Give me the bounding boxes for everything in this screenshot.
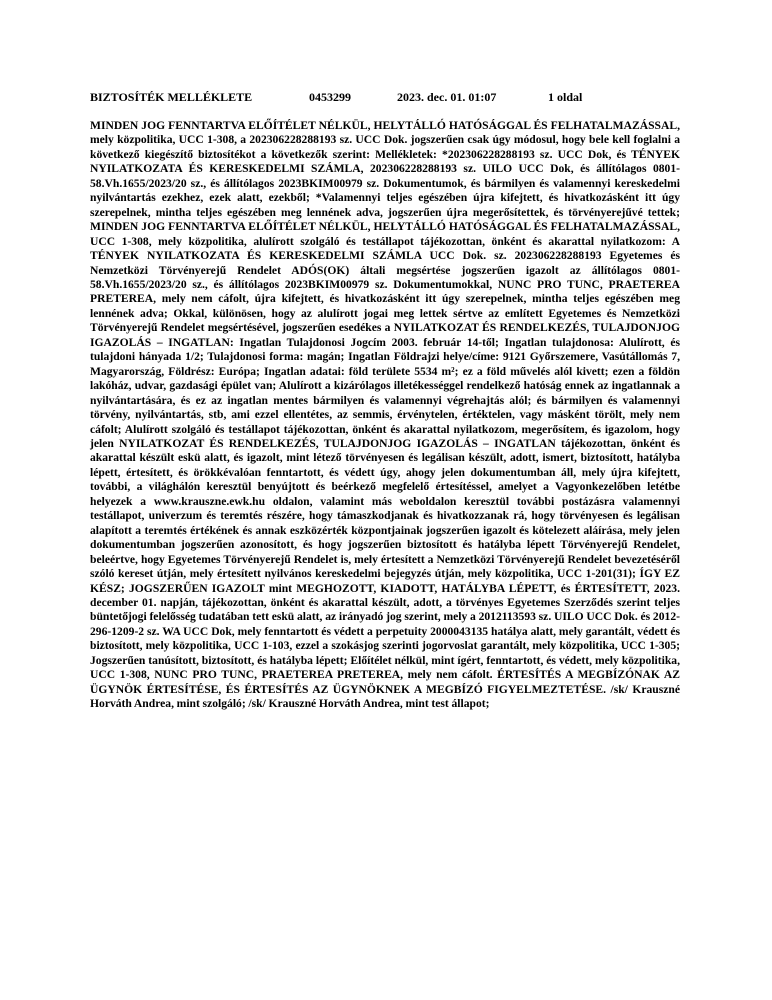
document-title: BIZTOSÍTÉK MELLÉKLETE bbox=[90, 90, 253, 104]
page-count: 1 oldal bbox=[548, 90, 583, 104]
document-body: MINDEN JOG FENNTARTVA ELŐÍTÉLET NÉLKÜL, HELYTÁLLÓ HATÓSÁGGAL ÉS FELHATALMAZÁSSAL, mely közpolitika, UCC 1-308, a 202306228288193 sz. UCC Dok. jogszerűen csak úgy módosul, hogy bele kell foglalni a következő kiegészítő biztosítékot a következők szerint: Mellékletek: *202306228288193 sz. UCC Dok, és TÉNYEK NYILATKOZATA ÉS KERESKEDELMI SZÁMLA, 202306228288193 sz. UILO UCC Dok, és állítólagos 0801-58.Vh.1655/2023/20 sz., és állítólagos 2023BKIM00979 sz. Dokumentumok, és bármilyen és valamennyi kereskedelmi nyilvántartás ezekhez, ezek alatt, ezekből; *Valamennyi teljes egészében újra kifejtett, és hivatkozásként itt úgy szerepelnek, mintha teljes egészében meg lennének adva, jogszerűen újra megerősítettek, és törvényerejűvé tettek; MINDEN JOG FENNTARTVA ELŐÍTÉLET NÉLKÜL, HELYTÁLLÓ HATÓSÁGGAL ÉS FELHATALMAZÁSSAL, UCC 1-308, mely közpolitika, alulírott szolgáló és testállapot tájékozottan, önként és akarattal nyilatkozom: A TÉNYEK NYILATKOZATA ÉS KERESKEDELMI SZÁMLA UCC Dok. sz. 202306228288193 Egyetemes és Nemzetközi Törvényerejű Rendelet ADÓS(OK) általi megsértése jogszerűen igazolt az állítólagos 0801-58.Vh.1655/2023/20 sz., és állítólagos 2023BKIM00979 sz. Dokumentumokkal, NUNC PRO TUNC, PRAETEREA PRETEREA, mely nem cáfolt, újra kifejtett, és hivatkozásként itt úgy szerepelnek, mintha teljes egészében meg lennének adva; Okkal, különösen, hogy az alulírott jogai meg lettek sértve az említett Egyetemes és Nemzetközi Törvényerejű Rendelet megsértésével, jogszerűen esedékes a NYILATKOZAT ÉS RENDELKEZÉS, TULAJDONJOG IGAZOLÁS – INGATLAN: Ingatlan Tulajdonosi Jogcím 2003. február 14-től; Ingatlan tulajdonosa: Alulírott, és tulajdoni hányada 1/2; Tulajdonosi forma: magán; Ingatlan Földrajzi helye/címe: 9121 Győrszemere, Vasútállomás 7, Magyarország, Földrész: Európa; Ingatlan adatai: föld területe 5534 m²; ez a föld művelés alól kivett; ezen a földön lakóház, udvar, gazdasági épület van; Alulírott a kizárólagos illetékességgel rendelkező hatóság ennek az ingatlannak a nyilvántartására, és ez az ingatlan mentes bármilyen és valamennyi végrehajtás alól; és bármilyen és valamennyi törvény, nyilvántartás, stb, ami ezzel ellentétes, az semmis, érvénytelen, értéktelen, vagy másként törölt, mely nem cáfolt; Alulírott szolgáló és testállapot tájékozottan, önként és akarattal nyilatkozom, megerősítem, és igazolom, hogy jelen NYILATKOZAT ÉS RENDELKEZÉS, TULAJDONJOG IGAZOLÁS – INGATLAN tájékozottan, önként és akarattal készült eskü alatt, és igazolt, mint létező törvényesen és legálisan készült, adott, ismert, biztosított, hatályba lépett, értesített, és örökkévalóan fenntartott, és védett úgy, ahogy jelen dokumentumban áll, mely újra kifejtett, további, a világhálón keresztül benyújtott és beérkező megfelelő értesítéssel, amelyet a Vagyonkezelőben letétbe helyezek a www.krauszne.ewk.hu oldalon, valamint más weboldalon keresztül további postázásra valamennyi testállapot, univerzum és teremtés részére, hogy támaszkodjanak és hivatkozzanak rá, hogy törvényesen és legálisan alapított a teremtés értékének és annak eszközérték központjainak jogszerűen igazolt és kötelezett aláírása, mely jelen dokumentumban jogszerűen azonosított, és hogy jogszerűen biztosított és hatályba lépett Törvényerejű Rendelet, beleértve, hogy Egyetemes Törvényerejű Rendelet is, mely értesített a Nemzetközi Törvényerejű Rendelet bevezetéséről szóló kereset útján, mely értesített nyilvános kereskedelmi bejegyzés útján, mely közpolitika, UCC 1-201(31); ÍGY EZ KÉSZ; JOGSZERŰEN IGAZOLT mint MEGHOZOTT, KIADOTT, HATÁLYBA LÉPETT, és ÉRTESÍTETT, 2023. december 01. napján, tájékozottan, önként és akarattal készült, adott, a törvényes Egyetemes Szerződés szerint teljes büntetőjogi felelősség tudatában tett eskü alatt, az irányadó jog szerint, mely a 2012113593 sz. UILO UCC Dok. és 2012-296-1209-2 sz. WA UCC Dok, mely fenntartott és védett a perpetuity 2000043135 hatálya alatt, mely garantált, védett és biztosított, mely közpolitika, UCC 1-103, ezzel a szokásjog szerinti jogorvoslat garantált, mely közpolitika, UCC 1-305; Jogszerűen tanúsított, biztosított, és hatályba lépett; Előítélet nélkül, mint ígért, fenntartott, és védett, mely közpolitika, UCC 1-308, NUNC PRO TUNC, PRAETEREA PRETEREA, mely nem cáfolt. ÉRTESÍTÉS A MEGBÍZÓNAK AZ ÜGYNÖK ÉRTESÍTÉSE, ÉS ÉRTESÍTÉS AZ ÜGYNÖKNEK A MEGBÍZÓ FIGYELMEZTETÉSE. /sk/ Krauszné Horváth Andrea, mint szolgáló; /sk/ Krauszné Horváth Andrea, mint test állapot; bbox=[90, 119, 680, 711]
document-number: 0453299 bbox=[309, 90, 351, 104]
document-datetime: 2023. dec. 01. 01:07 bbox=[397, 90, 497, 104]
document-header bbox=[90, 89, 690, 105]
